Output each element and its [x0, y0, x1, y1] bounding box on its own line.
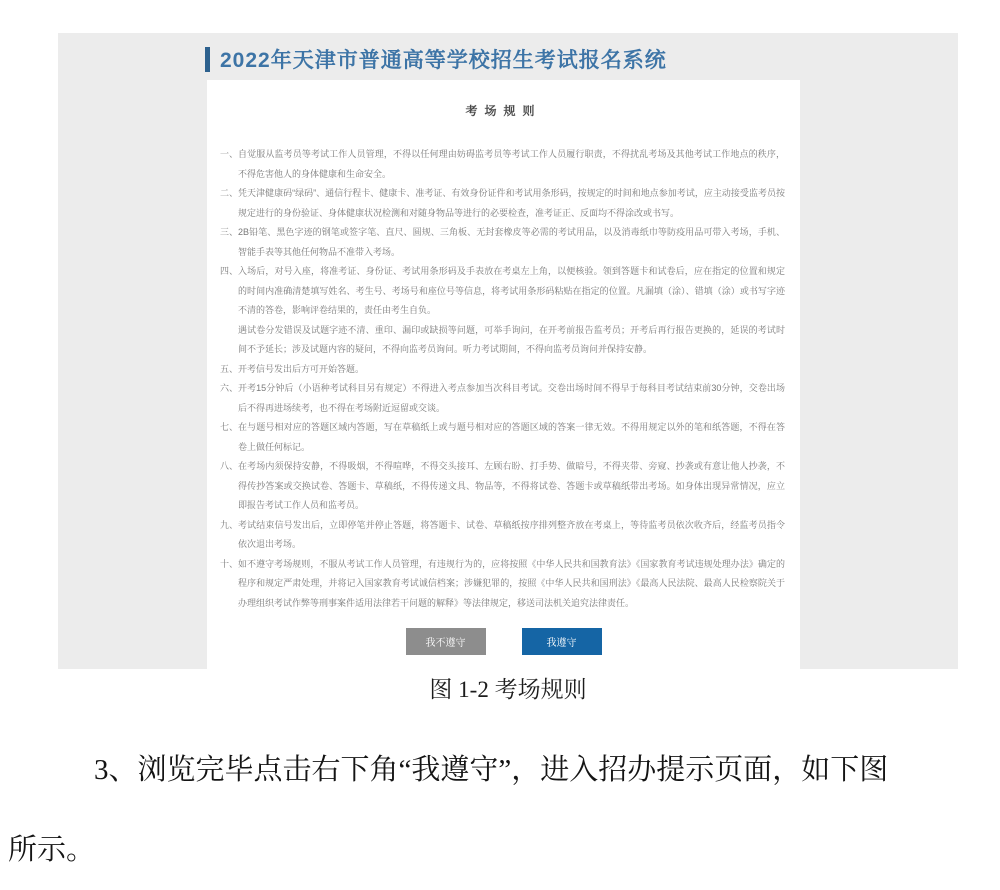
exam-rules-heading: 考场规则: [465, 104, 542, 118]
agree-button[interactable]: 我遵守: [522, 628, 602, 655]
rule-number: 十、: [220, 558, 239, 569]
exam-rule-item: [220, 555, 785, 614]
system-title: 2022年天津市普通高等学校招生考试报名系统: [220, 49, 667, 72]
instruction-text-line2: 所示。: [8, 834, 96, 866]
figure-caption: 图 1-2 考场规则: [429, 677, 587, 702]
rule-number: 一、: [220, 149, 239, 159]
exam-rules-card: [207, 80, 800, 669]
rule-number: 二、: [220, 188, 239, 198]
rule-number: [220, 321, 238, 360]
exam-rule-item: [220, 360, 785, 380]
rule-text: 考试结束信号发出后，立即停笔并停止答题，将答题卡、试卷、草稿纸按序排列整齐放在考桌上，等待监考员依次收齐后，经监考员指令依次退出考场。: [238, 519, 785, 549]
system-title-row: [205, 44, 667, 74]
rule-text: 在考场内须保持安静，不得吸烟，不得喧哗，不得交头接耳、左顾右盼、打手势、做暗号，不得夹带、旁窥、抄袭或有意让他人抄袭，不得传抄答案或交换试卷、答题卡、草稿纸，不得传递文具、物品等，不得将试卷、答题卡或草稿纸带出考场。如身体出现异常情况，应立即报告考试工作人员和监考员。: [238, 461, 785, 510]
exam-rule-item: [220, 418, 785, 457]
instruction-paragraph: [8, 730, 970, 890]
exam-rule-item: [220, 457, 785, 516]
exam-rule-item: [220, 379, 785, 418]
exam-rule-item: [220, 262, 785, 321]
rule-number: 五、: [220, 363, 239, 374]
rule-number: 四、: [220, 266, 239, 276]
exam-rule-item: [220, 223, 785, 262]
rule-text: 在与题号相对应的答题区域内答题，写在草稿纸上或与题号相对应的答题区域的答案一律无效。不得用规定以外的笔和纸答题，不得在答卷上做任何标记。: [238, 422, 785, 452]
rule-text: 开考信号发出后方可开始答题。: [238, 363, 365, 374]
exam-rules-list: [220, 145, 785, 613]
registration-system-screenshot: [58, 33, 958, 669]
rule-number: 七、: [220, 422, 239, 432]
rule-text: 开考15分钟后（小语种考试科目另有规定）不得进入考点参加当次科目考试。交卷出场时间不得早于每科目考试结束前30分钟，交卷出场后不得再进场续考，也不得在考场附近逗留或交谈。: [238, 383, 785, 413]
rule-text: 凭天津健康码“绿码”、通信行程卡、健康卡、准考证、有效身份证件和考试用条形码，按规定的时间和地点参加考试，应主动接受监考员按规定进行的身份验证、身体健康状况检测和对随身物品等进行的必要检查，准考证正、反面均不得涂改或书写。: [238, 188, 785, 218]
rule-number: 九、: [220, 519, 239, 530]
rule-text: 如不遵守考场规则，不服从考试工作人员管理，有违规行为的，应将按照《中华人民共和国教育法》《国家教育考试违规处理办法》确定的程序和规定严肃处理，并将记入国家教育考试诚信档案；涉嫌犯罪的，按照《中华人民共和国刑法》《最高人民法院、最高人民检察院关于办理组织考试作弊等刑事案件适用法律若干问题的解释》等法律规定，移送司法机关追究法律责任。: [238, 558, 785, 608]
rule-number: 八、: [220, 461, 239, 471]
rules-button-row: [207, 628, 800, 655]
exam-rule-item-continuation: [220, 321, 785, 360]
exam-rule-item: [220, 516, 785, 555]
rule-number: 三、: [220, 227, 239, 237]
exam-rule-item: [220, 145, 785, 184]
rule-text: 2B铅笔、黑色字迹的钢笔或签字笔、直尺、圆规、三角板、无封套橡皮等必需的考试用品，以及消毒纸巾等防疫用品可带入考场，手机、智能手表等其他任何物品不准带入考场。: [238, 227, 785, 257]
rule-text: 遇试卷分发错误及试题字迹不清、重印、漏印或缺损等问题，可举手询问，在开考前报告监考员；开考后再行报告更换的，延误的考试时间不予延长；涉及试题内容的疑问，不得向监考员询问。听力考试期间，不得向监考员询问并保持安静。: [238, 324, 785, 354]
exam-rule-item: [220, 184, 785, 223]
rule-text: 入场后，对号入座，将准考证、身份证、考试用条形码及手表放在考桌左上角，以便核验。领到答题卡和试卷后，应在指定的位置和规定的时间内准确清楚填写姓名、考生号、考场号和座位号等信息，将考试用条形码粘贴在指定的位置。凡漏填（涂）、错填（涂）或书写字迹不清的答卷，影响评卷结果的，责任由考生自负。: [238, 266, 785, 315]
disagree-button[interactable]: 我不遵守: [406, 628, 486, 655]
rule-number: 六、: [220, 383, 239, 393]
rule-text: 自觉服从监考员等考试工作人员管理，不得以任何理由妨碍监考员等考试工作人员履行职责，不得扰乱考场及其他考试工作地点的秩序，不得危害他人的身体健康和生命安全。: [238, 149, 785, 179]
instruction-text-line1: 3、浏览完毕点击右下角“我遵守”，进入招办提示页面，如下图: [94, 754, 889, 786]
title-accent-bar: [205, 47, 210, 72]
